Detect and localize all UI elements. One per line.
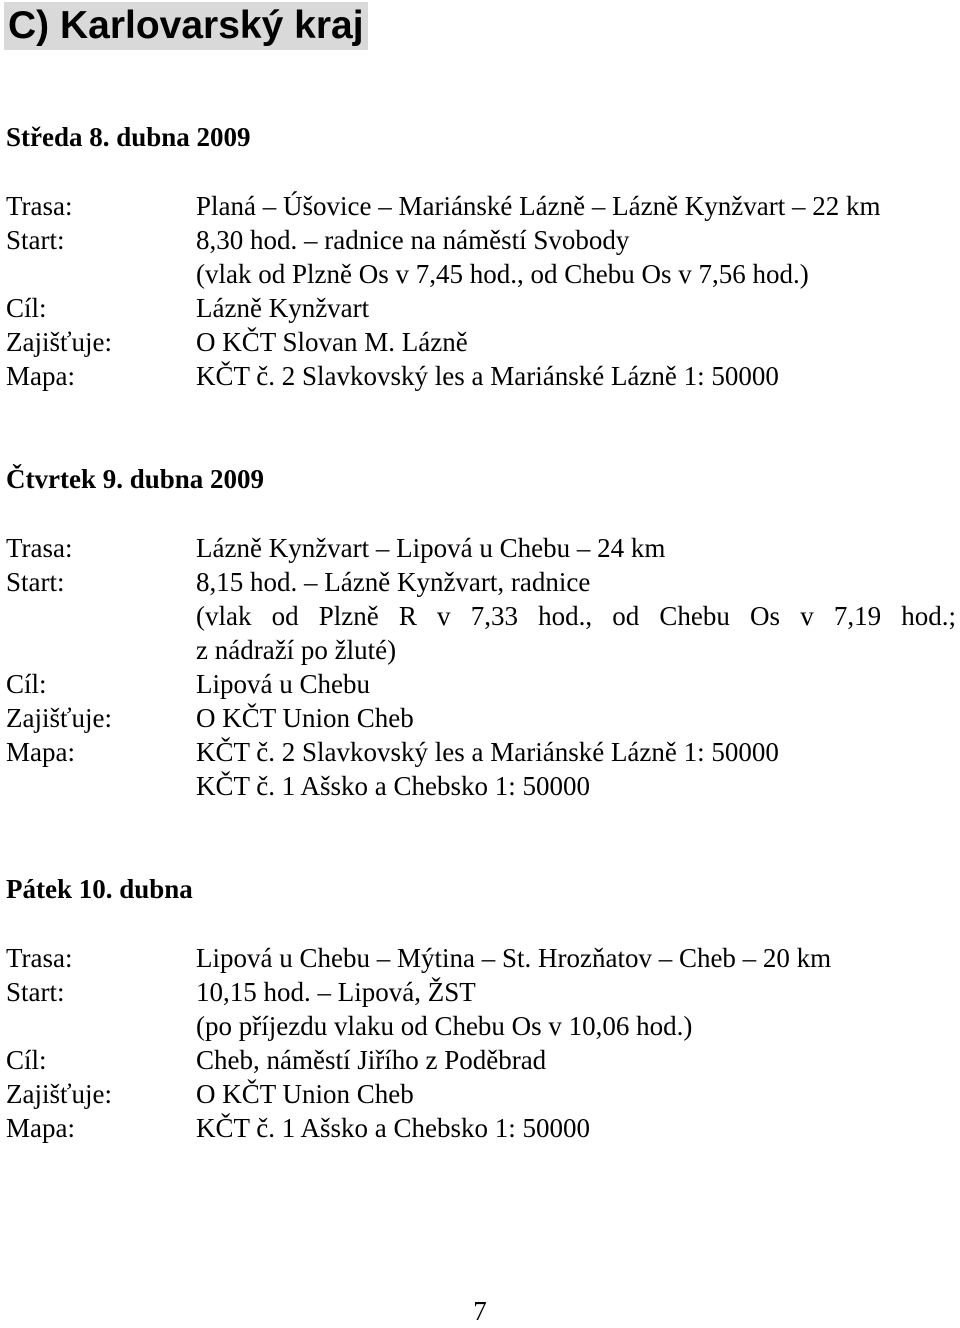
mapa-row xyxy=(6,359,956,393)
cil-label: Cíl: xyxy=(6,669,47,699)
start-value-line: (vlak od Plzně R v 7,33 hod., od Chebu Os v 7,19 hod.; xyxy=(196,601,956,631)
trasa-label: Trasa: xyxy=(6,191,73,221)
zajistuje-label: Zajišťuje: xyxy=(6,1079,113,1109)
start-value-line: 8,15 hod. – Lázně Kynžvart, radnice xyxy=(196,567,591,597)
start-value-line: 10,15 hod. – Lipová, ŽST xyxy=(196,977,476,1007)
zajistuje-value: O KČT Union Cheb xyxy=(196,1079,414,1109)
start-value-line: (vlak od Plzně Os v 7,45 hod., od Chebu Os v 7,56 hod.) xyxy=(196,259,809,289)
start-row-continued xyxy=(6,257,956,291)
start-value-line: 8,30 hod. – radnice na náměstí Svobody xyxy=(196,225,630,255)
cil-value: Cheb, náměstí Jiřího z Poděbrad xyxy=(196,1045,547,1075)
page-number: 7 xyxy=(473,1296,487,1326)
cil-value: Lázně Kynžvart xyxy=(196,293,370,323)
zajistuje-row xyxy=(6,701,956,735)
day-heading-streda: Středa 8. dubna 2009 xyxy=(6,122,251,152)
mapa-label: Mapa: xyxy=(6,1113,75,1143)
mapa-value: KČT č. 2 Slavkovský les a Mariánské Lázně 1: 50000 xyxy=(196,361,779,391)
start-label: Start: xyxy=(6,977,65,1007)
zajistuje-label: Zajišťuje: xyxy=(6,327,113,357)
start-row-continued xyxy=(6,1009,956,1043)
zajistuje-value: O KČT Slovan M. Lázně xyxy=(196,327,468,357)
cil-label: Cíl: xyxy=(6,293,47,323)
zajistuje-row xyxy=(6,1077,956,1111)
trasa-value: Lipová u Chebu – Mýtina – St. Hrozňatov – Cheb – 20 km xyxy=(196,943,832,973)
mapa-row xyxy=(6,735,956,769)
mapa-label: Mapa: xyxy=(6,737,75,767)
trasa-row xyxy=(6,531,956,565)
zajistuje-value: O KČT Union Cheb xyxy=(196,703,414,733)
trasa-row xyxy=(6,941,956,975)
trasa-label: Trasa: xyxy=(6,943,73,973)
zajistuje-row xyxy=(6,325,956,359)
cil-row xyxy=(6,667,956,701)
start-label: Start: xyxy=(6,225,65,255)
start-row xyxy=(6,975,956,1009)
cil-label: Cíl: xyxy=(6,1045,47,1075)
mapa-row xyxy=(6,1111,956,1145)
start-row-continued xyxy=(6,599,956,633)
start-value-line: (po příjezdu vlaku od Chebu Os v 10,06 hod.) xyxy=(196,1011,693,1041)
trasa-value: Planá – Úšovice – Mariánské Lázně – Lázně Kynžvart – 22 km xyxy=(196,191,881,221)
cil-row xyxy=(6,1043,956,1077)
zajistuje-label: Zajišťuje: xyxy=(6,703,113,733)
cil-value: Lipová u Chebu xyxy=(196,669,370,699)
mapa-value: KČT č. 2 Slavkovský les a Mariánské Lázně 1: 50000 xyxy=(196,737,779,767)
mapa-label: Mapa: xyxy=(6,361,75,391)
mapa-value: KČT č. 1 Ašsko a Chebsko 1: 50000 xyxy=(196,771,591,801)
start-row xyxy=(6,565,956,599)
trasa-row xyxy=(6,189,956,223)
day-heading-ctvrtek: Čtvrtek 9. dubna 2009 xyxy=(6,464,265,494)
start-row-continued xyxy=(6,633,956,667)
mapa-value: KČT č. 1 Ašsko a Chebsko 1: 50000 xyxy=(196,1113,591,1143)
cil-row xyxy=(6,291,956,325)
trasa-value: Lázně Kynžvart – Lipová u Chebu – 24 km xyxy=(196,533,666,563)
start-label: Start: xyxy=(6,567,65,597)
mapa-row-continued xyxy=(6,769,956,803)
trasa-label: Trasa: xyxy=(6,533,73,563)
start-row xyxy=(6,223,956,257)
start-value-line: z nádraží po žluté) xyxy=(196,635,397,665)
section-heading: C) Karlovarský kraj xyxy=(4,2,368,50)
day-heading-patek: Pátek 10. dubna xyxy=(6,874,193,904)
